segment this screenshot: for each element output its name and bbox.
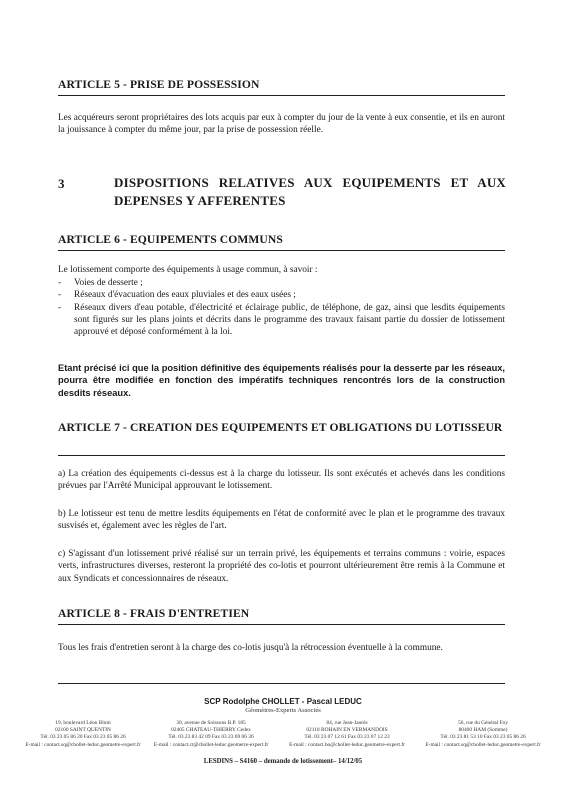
office-address: 19, boulevard Léon Blum xyxy=(55,720,111,726)
list-item-text: Voies de desserte ; xyxy=(74,278,143,288)
bullet-dash: - xyxy=(58,302,62,313)
article-8-title: ARTICLE 8 - FRAIS D'ENTRETIEN xyxy=(58,607,250,620)
office-phone: Tél. 03 23 07 12 61 Fax 03 23 07 12 23 xyxy=(304,734,390,741)
article-8-text: Tous les frais d'entretien seront à la charge des co-lotis jusqu'à la rétrocession éventuelle à la commune. xyxy=(58,643,443,653)
office-address: 84, rue Jean-Jaurès xyxy=(326,720,368,726)
article-5-text: Les acquéreurs seront propriétaires des lots acquis par eux à compter du jour de la vente à eux consentie, et ils en auront la jouissance à compter du même jour, par la prise de possession réelle. xyxy=(58,113,505,136)
article-5-underline xyxy=(58,95,505,96)
article-6-list xyxy=(58,277,505,338)
article-7-paragraph-b: b) Le lotisseur est tenu de mettre lesdits équipements en l'état de conformité avec le plan et le programme des travaux susvisés et, également avec les règles de l'art. xyxy=(58,509,505,532)
article-7-paragraph-a: a) La création des équipements ci-dessus est à la charge du lotisseur. Ils sont exécutés et achevés dans les conditions prévues par l'Arrêté Municipal approuvant le lotissement. xyxy=(58,469,505,492)
office-email: E-mail : contact.sq@chollet-leduc.geometre-expert.fr xyxy=(25,741,141,748)
office-city: 02100 SAINT QUENTIN xyxy=(55,727,111,734)
office-address: 56, rue du Général Foy xyxy=(458,720,508,726)
office-address: 30, avenue de Soissons B.P. 185 xyxy=(176,720,246,726)
article-7-paragraph-c: c) S'agissant d'un lotissement privé réalisé sur un terrain privé, les équipements et terrains communs : voirie, espaces verts, infrastructures diverses, resteront la propriété des co-lotis et pourront ultérieurement être remis à la Commune et aux Syndicats et concessionnaires de réseaux. xyxy=(58,549,505,584)
office-chateau-thierry xyxy=(146,720,276,749)
list-item xyxy=(58,289,505,301)
office-city: 02405 CHATEAU-THIERRY Cedex xyxy=(171,727,251,734)
list-item-text: Réseaux divers d'eau potable, d'électricité et éclairage public, de téléphone, de gaz, ainsi que lesdits équipements sont figurés sur les plans joints et décrits dans le programme des travaux faisant partie du dossier de lotissement approuvé et déposé conformément à la loi. xyxy=(74,302,505,338)
bullet-dash: - xyxy=(58,290,62,301)
office-email: E-mail : contact.ct@chollet-leduc.geometre-expert.fr xyxy=(153,741,269,748)
bullet-dash: - xyxy=(58,278,62,288)
firm-name: SCP Rodolphe CHOLLET - Pascal LEDUC xyxy=(204,697,362,706)
office-email: E-mail : contact.sq@chollet-leduc.geometre-expert.fr xyxy=(425,741,541,748)
article-7-underline xyxy=(58,455,505,456)
office-phone: Tél. 03 23 05 86 20 Fax 03 23 05 86 26 xyxy=(40,734,126,741)
office-ham xyxy=(418,720,548,749)
article-6-intro: Le lotissement comporte des équipements à usage commun, à savoir : xyxy=(58,265,318,275)
office-phone: Tél. 03 23 81 53 10 Fax 03 23 05 86 26 xyxy=(440,734,526,741)
list-item xyxy=(58,277,505,289)
office-bohain xyxy=(282,720,412,749)
article-7-title: ARTICLE 7 - CREATION DES EQUIPEMENTS ET OBLIGATIONS DU LOTISSEUR xyxy=(58,421,503,434)
section-number: 3 xyxy=(58,176,65,191)
office-email: E-mail : contact.bo@chollet-leduc.geometre-expert.fr xyxy=(289,741,405,748)
article-6-title: ARTICLE 6 - EQUIPEMENTS COMMUNS xyxy=(58,233,283,246)
article-6-note: Etant précisé ici que la position définitive des équipements réalisés pour la desserte par les réseaux, pourra être modifiée en fonction des impératifs techniques rencontrés lors de la construction desdits réseaux. xyxy=(58,363,505,398)
article-6-underline xyxy=(58,250,505,251)
list-item-text: Réseaux d'évacuation des eaux pluviales et des eaux usées ; xyxy=(74,290,296,301)
office-city: 80400 HAM (Somme) xyxy=(458,727,508,734)
list-item xyxy=(58,302,505,339)
article-8-underline xyxy=(58,624,505,625)
office-phone: Tél. 03 23 83 42 09 Fax 03 23 69 06 36 xyxy=(168,734,254,741)
document-reference: LESDINS – S4160 – demande de lotissement– 14/12/05 xyxy=(203,758,363,765)
office-saint-quentin xyxy=(18,720,148,749)
section-title: DISPOSITIONS RELATIVES AUX EQUIPEMENTS ET AUX DEPENSES Y AFFERENTES xyxy=(114,175,506,208)
article-5-title: ARTICLE 5 - PRISE DE POSSESSION xyxy=(58,78,260,91)
firm-subtitle: Géomètres-Experts Associés xyxy=(245,707,321,714)
footer-divider xyxy=(58,683,505,684)
office-city: 02110 BOHAIN EN VERMANDOIS xyxy=(306,727,388,734)
